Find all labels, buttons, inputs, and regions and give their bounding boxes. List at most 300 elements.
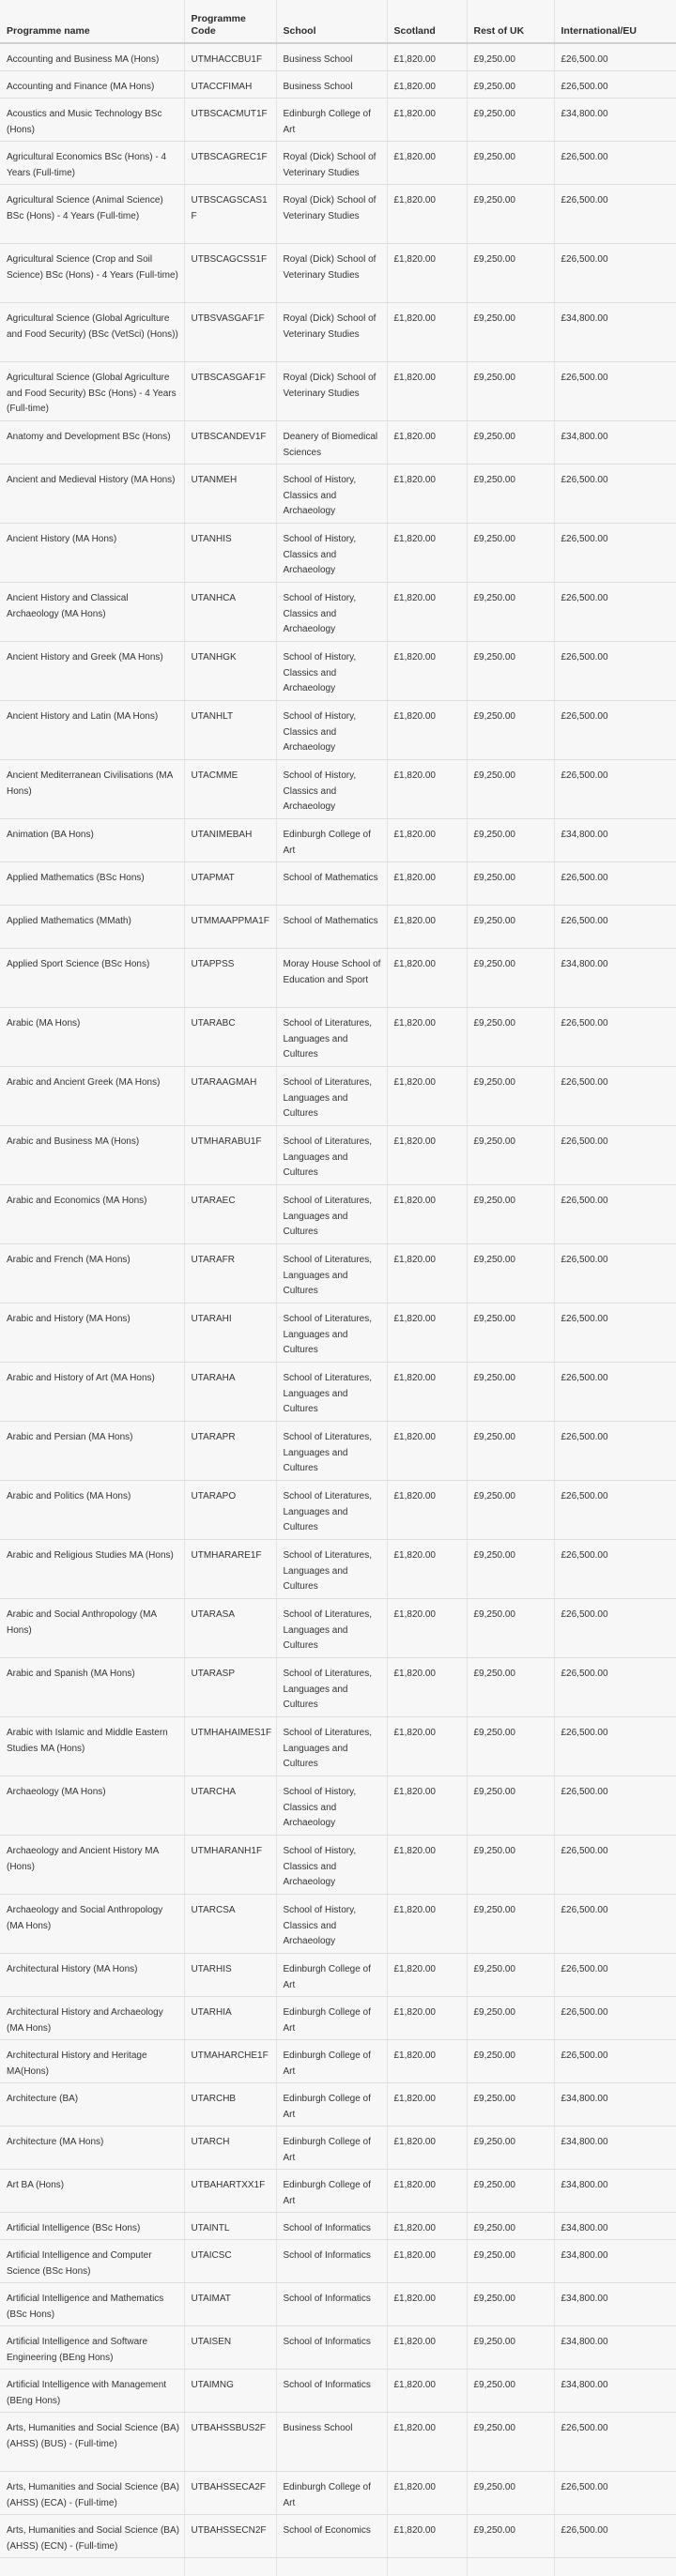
fee-scotland-cell: £1,820.00 [387, 303, 467, 362]
school-cell: School of History, Classics and Archaeology [276, 1776, 387, 1836]
fee-rest-of-uk-cell: £9,250.00 [467, 421, 554, 465]
table-row-partial [0, 2558, 676, 2576]
fee-rest-of-uk-cell: £9,250.00 [467, 2083, 554, 2126]
programme-code-cell: UTBAHSSECA2F [184, 2472, 276, 2515]
fee-international-eu-cell: £26,500.00 [554, 1717, 676, 1776]
fee-rest-of-uk-cell: £9,250.00 [467, 1008, 554, 1067]
fee-international-eu-cell: £26,500.00 [554, 362, 676, 421]
programme-code-cell: UTBSCAGCSS1F [184, 244, 276, 303]
fee-international-eu-cell: £34,800.00 [554, 2126, 676, 2170]
programme-code-cell: UTBAHSSBUS2F [184, 2413, 276, 2472]
programme-code-cell: UTANHGK [184, 642, 276, 701]
fee-international-eu-cell: £26,500.00 [554, 2472, 676, 2515]
fee-rest-of-uk-cell: £9,250.00 [467, 1658, 554, 1717]
fee-scotland-cell: £1,820.00 [387, 1540, 467, 1599]
school-cell: School of Informatics [276, 2213, 387, 2240]
fee-rest-of-uk-cell: £9,250.00 [467, 2240, 554, 2283]
programme-code-cell: UTARASA [184, 1599, 276, 1658]
table-row [0, 862, 676, 906]
programme-name-cell: Anatomy and Development BSc (Hons) [0, 421, 184, 465]
programme-code-cell: UTAPPSS [184, 949, 276, 1008]
fee-scotland-cell: £1,820.00 [387, 1895, 467, 1954]
table-row [0, 1997, 676, 2040]
school-cell: School of History, Classics and Archaeology [276, 583, 387, 642]
fee-scotland-cell: £1,820.00 [387, 2126, 467, 2170]
school-cell: School of History, Classics and Archaeology [276, 642, 387, 701]
programme-name-cell: Agricultural Science (Crop and Soil Science) BSc (Hons) - 4 Years (Full-time) [0, 244, 184, 303]
fee-scotland-cell: £1,820.00 [387, 1997, 467, 2040]
fee-scotland-cell: £1,820.00 [387, 2515, 467, 2558]
programme-code-cell: UTBSCAGSCAS1F [184, 185, 276, 244]
programme-code-cell: UTMMAAPPMA1F [184, 906, 276, 949]
programme-code-cell: UTARAEC [184, 1185, 276, 1244]
programme-code-cell: UTMHARARE1F [184, 1540, 276, 1599]
school-cell: Royal (Dick) School of Veterinary Studies [276, 142, 387, 185]
empty-cell [554, 2558, 676, 2576]
fee-international-eu-cell: £34,800.00 [554, 819, 676, 862]
fee-international-eu-cell: £34,800.00 [554, 2240, 676, 2283]
programme-name-cell: Artificial Intelligence and Computer Science (BSc Hons) [0, 2240, 184, 2283]
fee-scotland-cell: £1,820.00 [387, 1599, 467, 1658]
table-header [0, 0, 676, 43]
fee-scotland-cell: £1,820.00 [387, 1126, 467, 1185]
programme-name-cell: Arabic and Ancient Greek (MA Hons) [0, 1067, 184, 1126]
fee-scotland-cell: £1,820.00 [387, 583, 467, 642]
table-row [0, 760, 676, 819]
fee-scotland-cell: £1,820.00 [387, 421, 467, 465]
header-programme-name[interactable]: Programme name [0, 0, 184, 43]
fee-international-eu-cell: £26,500.00 [554, 760, 676, 819]
fee-rest-of-uk-cell: £9,250.00 [467, 1997, 554, 2040]
fee-scotland-cell: £1,820.00 [387, 906, 467, 949]
fee-scotland-cell: £1,820.00 [387, 2283, 467, 2326]
fee-international-eu-cell: £26,500.00 [554, 1776, 676, 1836]
programme-name-cell: Arts, Humanities and Social Science (BA) (AHSS) (ECA) - (Full-time) [0, 2472, 184, 2515]
table-row [0, 583, 676, 642]
fee-international-eu-cell: £26,500.00 [554, 43, 676, 71]
school-cell: School of Literatures, Languages and Cultures [276, 1185, 387, 1244]
table-row [0, 185, 676, 244]
school-cell: Deanery of Biomedical Sciences [276, 421, 387, 465]
programme-code-cell: UTBSCASGAF1F [184, 362, 276, 421]
fee-international-eu-cell: £34,800.00 [554, 2213, 676, 2240]
fee-rest-of-uk-cell: £9,250.00 [467, 1363, 554, 1422]
fee-rest-of-uk-cell: £9,250.00 [467, 2213, 554, 2240]
header-school[interactable]: School [276, 0, 387, 43]
programme-name-cell: Arabic and Business MA (Hons) [0, 1126, 184, 1185]
fee-scotland-cell: £1,820.00 [387, 642, 467, 701]
school-cell: School of Mathematics [276, 906, 387, 949]
fee-rest-of-uk-cell: £9,250.00 [467, 303, 554, 362]
table-row [0, 362, 676, 421]
empty-cell [467, 2558, 554, 2576]
fee-rest-of-uk-cell: £9,250.00 [467, 1244, 554, 1303]
programme-code-cell: UTARAAGMAH [184, 1067, 276, 1126]
school-cell: Edinburgh College of Art [276, 819, 387, 862]
programme-name-cell: Arabic with Islamic and Middle Eastern Studies MA (Hons) [0, 1717, 184, 1776]
school-cell: Edinburgh College of Art [276, 2170, 387, 2213]
programme-name-cell: Ancient History (MA Hons) [0, 524, 184, 583]
fee-scotland-cell: £1,820.00 [387, 1185, 467, 1244]
table-row [0, 1776, 676, 1836]
fee-international-eu-cell: £26,500.00 [554, 2515, 676, 2558]
empty-cell [0, 2558, 184, 2576]
programme-name-cell: Archaeology and Ancient History MA (Hons) [0, 1836, 184, 1895]
table-row [0, 1244, 676, 1303]
table-row [0, 2283, 676, 2326]
programme-name-cell: Arabic and Religious Studies MA (Hons) [0, 1540, 184, 1599]
school-cell: School of Literatures, Languages and Cultures [276, 1303, 387, 1363]
fee-international-eu-cell: £34,800.00 [554, 2083, 676, 2126]
programme-name-cell: Accounting and Finance (MA Hons) [0, 71, 184, 99]
programme-name-cell: Arts, Humanities and Social Science (BA) (AHSS) (BUS) - (Full-time) [0, 2413, 184, 2472]
fee-scotland-cell: £1,820.00 [387, 1303, 467, 1363]
fee-international-eu-cell: £26,500.00 [554, 862, 676, 906]
fee-rest-of-uk-cell: £9,250.00 [467, 1599, 554, 1658]
table-row [0, 2213, 676, 2240]
fee-scotland-cell: £1,820.00 [387, 1067, 467, 1126]
fee-rest-of-uk-cell: £9,250.00 [467, 524, 554, 583]
table-row [0, 244, 676, 303]
fee-scotland-cell: £1,820.00 [387, 465, 467, 524]
fee-rest-of-uk-cell: £9,250.00 [467, 2170, 554, 2213]
table-row [0, 2040, 676, 2083]
fee-scotland-cell: £1,820.00 [387, 2213, 467, 2240]
programme-name-cell: Arabic and Persian (MA Hons) [0, 1422, 184, 1481]
table-row [0, 99, 676, 142]
table-row [0, 1185, 676, 1244]
school-cell: School of Literatures, Languages and Cultures [276, 1363, 387, 1422]
school-cell: Edinburgh College of Art [276, 2126, 387, 2170]
fee-international-eu-cell: £34,800.00 [554, 303, 676, 362]
header-international-eu[interactable]: International/EU [554, 0, 676, 43]
table-row [0, 642, 676, 701]
fee-rest-of-uk-cell: £9,250.00 [467, 2326, 554, 2370]
fee-rest-of-uk-cell: £9,250.00 [467, 185, 554, 244]
programme-code-cell: UTAIMNG [184, 2370, 276, 2413]
programme-name-cell: Arabic and History (MA Hons) [0, 1303, 184, 1363]
school-cell: Royal (Dick) School of Veterinary Studies [276, 303, 387, 362]
school-cell: Business School [276, 43, 387, 71]
programme-name-cell: Agricultural Science (Global Agriculture and Food Security) (BSc (VetSci) (Hons)) [0, 303, 184, 362]
fee-international-eu-cell: £26,500.00 [554, 1836, 676, 1895]
fee-international-eu-cell: £26,500.00 [554, 1185, 676, 1244]
programme-name-cell: Artificial Intelligence (BSc Hons) [0, 2213, 184, 2240]
programme-name-cell: Architectural History and Archaeology (MA Hons) [0, 1997, 184, 2040]
school-cell: School of Literatures, Languages and Cultures [276, 1126, 387, 1185]
fee-rest-of-uk-cell: £9,250.00 [467, 642, 554, 701]
table-row [0, 2515, 676, 2558]
school-cell: School of Mathematics [276, 862, 387, 906]
programme-code-cell: UTARAHA [184, 1363, 276, 1422]
fee-scotland-cell: £1,820.00 [387, 185, 467, 244]
programme-name-cell: Archaeology (MA Hons) [0, 1776, 184, 1836]
fee-scotland-cell: £1,820.00 [387, 99, 467, 142]
fee-scotland-cell: £1,820.00 [387, 862, 467, 906]
programme-code-cell: UTANHCA [184, 583, 276, 642]
table-row [0, 2240, 676, 2283]
school-cell: School of Informatics [276, 2240, 387, 2283]
programme-name-cell: Arabic and French (MA Hons) [0, 1244, 184, 1303]
table-body [0, 43, 676, 2576]
fee-international-eu-cell: £26,500.00 [554, 1895, 676, 1954]
fee-scotland-cell: £1,820.00 [387, 71, 467, 99]
table-row [0, 2413, 676, 2472]
programme-code-cell: UTACMME [184, 760, 276, 819]
fee-international-eu-cell: £26,500.00 [554, 1658, 676, 1717]
fee-scotland-cell: £1,820.00 [387, 1363, 467, 1422]
programme-name-cell: Arabic and Spanish (MA Hons) [0, 1658, 184, 1717]
table-row [0, 1658, 676, 1717]
school-cell: Royal (Dick) School of Veterinary Studies [276, 185, 387, 244]
fee-international-eu-cell: £34,800.00 [554, 2326, 676, 2370]
table-row [0, 303, 676, 362]
fee-international-eu-cell: £26,500.00 [554, 1540, 676, 1599]
programme-code-cell: UTANHLT [184, 701, 276, 760]
fee-international-eu-cell: £26,500.00 [554, 1067, 676, 1126]
programme-name-cell: Artificial Intelligence with Management (BEng Hons) [0, 2370, 184, 2413]
header-rest-of-uk[interactable]: Rest of UK [467, 0, 554, 43]
fee-scotland-cell: £1,820.00 [387, 2326, 467, 2370]
table-row [0, 1422, 676, 1481]
programme-code-cell: UTARHIS [184, 1954, 276, 1997]
fee-rest-of-uk-cell: £9,250.00 [467, 760, 554, 819]
fee-scotland-cell: £1,820.00 [387, 1954, 467, 1997]
fee-scotland-cell: £1,820.00 [387, 2040, 467, 2083]
programme-name-cell: Architectural History (MA Hons) [0, 1954, 184, 1997]
table-row [0, 1895, 676, 1954]
header-programme-code[interactable]: Programme Code [184, 0, 276, 43]
programme-name-cell: Arabic and Economics (MA Hons) [0, 1185, 184, 1244]
programme-name-cell: Ancient History and Classical Archaeology (MA Hons) [0, 583, 184, 642]
header-row [0, 0, 676, 43]
fee-international-eu-cell: £34,800.00 [554, 2283, 676, 2326]
fee-rest-of-uk-cell: £9,250.00 [467, 1776, 554, 1836]
empty-cell [184, 2558, 276, 2576]
school-cell: School of History, Classics and Archaeology [276, 1836, 387, 1895]
fee-rest-of-uk-cell: £9,250.00 [467, 2283, 554, 2326]
programme-name-cell: Agricultural Science (Animal Science) BSc (Hons) - 4 Years (Full-time) [0, 185, 184, 244]
fee-rest-of-uk-cell: £9,250.00 [467, 71, 554, 99]
programme-code-cell: UTARCHA [184, 1776, 276, 1836]
fee-rest-of-uk-cell: £9,250.00 [467, 1303, 554, 1363]
programme-code-cell: UTBSCACMUT1F [184, 99, 276, 142]
table-row [0, 1717, 676, 1776]
fee-international-eu-cell: £34,800.00 [554, 99, 676, 142]
programme-code-cell: UTAICSC [184, 2240, 276, 2283]
programme-name-cell: Artificial Intelligence and Mathematics (BSc Hons) [0, 2283, 184, 2326]
table-row [0, 1303, 676, 1363]
fee-international-eu-cell: £26,500.00 [554, 1954, 676, 1997]
programme-code-cell: UTARAPO [184, 1481, 276, 1540]
programme-code-cell: UTAIMAT [184, 2283, 276, 2326]
fee-rest-of-uk-cell: £9,250.00 [467, 1717, 554, 1776]
fee-rest-of-uk-cell: £9,250.00 [467, 465, 554, 524]
fee-international-eu-cell: £26,500.00 [554, 244, 676, 303]
school-cell: School of Literatures, Languages and Cultures [276, 1717, 387, 1776]
school-cell: School of Literatures, Languages and Cultures [276, 1067, 387, 1126]
programme-name-cell: Applied Sport Science (BSc Hons) [0, 949, 184, 1008]
fee-international-eu-cell: £26,500.00 [554, 1599, 676, 1658]
programme-code-cell: UTARAHI [184, 1303, 276, 1363]
fee-international-eu-cell: £26,500.00 [554, 1244, 676, 1303]
school-cell: Edinburgh College of Art [276, 1997, 387, 2040]
school-cell: School of Literatures, Languages and Cultures [276, 1422, 387, 1481]
school-cell: School of Informatics [276, 2370, 387, 2413]
fee-international-eu-cell: £26,500.00 [554, 71, 676, 99]
programme-name-cell: Arabic and Social Anthropology (MA Hons) [0, 1599, 184, 1658]
programme-code-cell: UTMAHARCHE1F [184, 2040, 276, 2083]
programme-name-cell: Applied Mathematics (MMath) [0, 906, 184, 949]
table-row [0, 1067, 676, 1126]
fee-scotland-cell: £1,820.00 [387, 1481, 467, 1540]
school-cell: School of Literatures, Languages and Cultures [276, 1540, 387, 1599]
fee-international-eu-cell: £26,500.00 [554, 1126, 676, 1185]
fee-scotland-cell: £1,820.00 [387, 2472, 467, 2515]
table-row [0, 142, 676, 185]
fee-scotland-cell: £1,820.00 [387, 2083, 467, 2126]
programme-code-cell: UTMHARANH1F [184, 1836, 276, 1895]
programme-code-cell: UTARCHB [184, 2083, 276, 2126]
programme-name-cell: Architecture (MA Hons) [0, 2126, 184, 2170]
table-row [0, 2370, 676, 2413]
programme-name-cell: Ancient History and Latin (MA Hons) [0, 701, 184, 760]
programme-name-cell: Applied Mathematics (BSc Hons) [0, 862, 184, 906]
fee-rest-of-uk-cell: £9,250.00 [467, 862, 554, 906]
empty-cell [387, 2558, 467, 2576]
table-row [0, 1540, 676, 1599]
fee-scotland-cell: £1,820.00 [387, 2413, 467, 2472]
fee-international-eu-cell: £26,500.00 [554, 1997, 676, 2040]
table-row [0, 1126, 676, 1185]
programme-name-cell: Ancient Mediterranean Civilisations (MA Hons) [0, 760, 184, 819]
school-cell: School of Literatures, Languages and Cultures [276, 1658, 387, 1717]
fee-rest-of-uk-cell: £9,250.00 [467, 43, 554, 71]
programme-code-cell: UTARAPR [184, 1422, 276, 1481]
school-cell: Edinburgh College of Art [276, 2472, 387, 2515]
fee-rest-of-uk-cell: £9,250.00 [467, 1954, 554, 1997]
table-row [0, 1599, 676, 1658]
fee-international-eu-cell: £26,500.00 [554, 2413, 676, 2472]
fee-international-eu-cell: £34,800.00 [554, 949, 676, 1008]
programme-code-cell: UTACCFIMAH [184, 71, 276, 99]
fee-rest-of-uk-cell: £9,250.00 [467, 1185, 554, 1244]
programme-code-cell: UTBAHSSECN2F [184, 2515, 276, 2558]
fee-international-eu-cell: £26,500.00 [554, 701, 676, 760]
fee-scotland-cell: £1,820.00 [387, 142, 467, 185]
programme-code-cell: UTARCH [184, 2126, 276, 2170]
programme-code-cell: UTARHIA [184, 1997, 276, 2040]
programme-code-cell: UTARCSA [184, 1895, 276, 1954]
fee-scotland-cell: £1,820.00 [387, 1658, 467, 1717]
table-row [0, 2472, 676, 2515]
programme-name-cell: Ancient and Medieval History (MA Hons) [0, 465, 184, 524]
programme-code-cell: UTAISEN [184, 2326, 276, 2370]
programme-name-cell: Arabic and Politics (MA Hons) [0, 1481, 184, 1540]
fee-international-eu-cell: £26,500.00 [554, 1008, 676, 1067]
school-cell: School of Economics [276, 2515, 387, 2558]
fee-rest-of-uk-cell: £9,250.00 [467, 99, 554, 142]
fee-rest-of-uk-cell: £9,250.00 [467, 949, 554, 1008]
fee-rest-of-uk-cell: £9,250.00 [467, 1126, 554, 1185]
fee-rest-of-uk-cell: £9,250.00 [467, 583, 554, 642]
fee-rest-of-uk-cell: £9,250.00 [467, 244, 554, 303]
programme-code-cell: UTMHAHAIMES1F [184, 1717, 276, 1776]
fee-rest-of-uk-cell: £9,250.00 [467, 906, 554, 949]
programme-name-cell: Animation (BA Hons) [0, 819, 184, 862]
programme-code-cell: UTARABC [184, 1008, 276, 1067]
fee-scotland-cell: £1,820.00 [387, 2370, 467, 2413]
programme-name-cell: Arabic (MA Hons) [0, 1008, 184, 1067]
programme-name-cell: Agricultural Science (Global Agriculture and Food Security) BSc (Hons) - 4 Years (Full-time) [0, 362, 184, 421]
fee-international-eu-cell: £26,500.00 [554, 2040, 676, 2083]
fee-rest-of-uk-cell: £9,250.00 [467, 2472, 554, 2515]
school-cell: School of Literatures, Languages and Cultures [276, 1481, 387, 1540]
fee-rest-of-uk-cell: £9,250.00 [467, 1895, 554, 1954]
school-cell: Business School [276, 2413, 387, 2472]
fee-rest-of-uk-cell: £9,250.00 [467, 1067, 554, 1126]
table-row [0, 421, 676, 465]
programme-name-cell: Artificial Intelligence and Software Engineering (BEng Hons) [0, 2326, 184, 2370]
programme-name-cell: Architectural History and Heritage MA(Hons) [0, 2040, 184, 2083]
empty-cell [276, 2558, 387, 2576]
fee-international-eu-cell: £26,500.00 [554, 1481, 676, 1540]
table-row [0, 949, 676, 1008]
fee-international-eu-cell: £26,500.00 [554, 185, 676, 244]
fee-international-eu-cell: £34,800.00 [554, 2170, 676, 2213]
fee-international-eu-cell: £26,500.00 [554, 1303, 676, 1363]
fee-rest-of-uk-cell: £9,250.00 [467, 1540, 554, 1599]
fee-international-eu-cell: £26,500.00 [554, 1363, 676, 1422]
fee-international-eu-cell: £34,800.00 [554, 2370, 676, 2413]
table-row [0, 819, 676, 862]
programme-code-cell: UTANIMEBAH [184, 819, 276, 862]
fee-scotland-cell: £1,820.00 [387, 1008, 467, 1067]
programme-name-cell: Acoustics and Music Technology BSc (Hons) [0, 99, 184, 142]
table-row [0, 465, 676, 524]
fee-rest-of-uk-cell: £9,250.00 [467, 362, 554, 421]
table-row [0, 43, 676, 71]
fee-international-eu-cell: £26,500.00 [554, 583, 676, 642]
programme-code-cell: UTANHIS [184, 524, 276, 583]
table-row [0, 906, 676, 949]
programme-code-cell: UTARASP [184, 1658, 276, 1717]
school-cell: School of Literatures, Languages and Cultures [276, 1244, 387, 1303]
programme-name-cell: Arabic and History of Art (MA Hons) [0, 1363, 184, 1422]
fee-rest-of-uk-cell: £9,250.00 [467, 2370, 554, 2413]
fee-scotland-cell: £1,820.00 [387, 2240, 467, 2283]
fee-scotland-cell: £1,820.00 [387, 1244, 467, 1303]
school-cell: Royal (Dick) School of Veterinary Studies [276, 244, 387, 303]
school-cell: Business School [276, 71, 387, 99]
school-cell: School of History, Classics and Archaeology [276, 760, 387, 819]
table-row [0, 2083, 676, 2126]
fee-international-eu-cell: £26,500.00 [554, 906, 676, 949]
school-cell: Moray House School of Education and Sport [276, 949, 387, 1008]
fee-rest-of-uk-cell: £9,250.00 [467, 1836, 554, 1895]
header-scotland[interactable]: Scotland [387, 0, 467, 43]
programme-name-cell: Art BA (Hons) [0, 2170, 184, 2213]
programme-name-cell: Agricultural Economics BSc (Hons) - 4 Years (Full-time) [0, 142, 184, 185]
fee-scotland-cell: £1,820.00 [387, 362, 467, 421]
school-cell: School of Literatures, Languages and Cultures [276, 1599, 387, 1658]
fee-scotland-cell: £1,820.00 [387, 2170, 467, 2213]
fee-rest-of-uk-cell: £9,250.00 [467, 1422, 554, 1481]
programme-code-cell: UTBAHARTXX1F [184, 2170, 276, 2213]
school-cell: School of Literatures, Languages and Cultures [276, 1008, 387, 1067]
fee-international-eu-cell: £26,500.00 [554, 642, 676, 701]
programme-name-cell: Architecture (BA) [0, 2083, 184, 2126]
